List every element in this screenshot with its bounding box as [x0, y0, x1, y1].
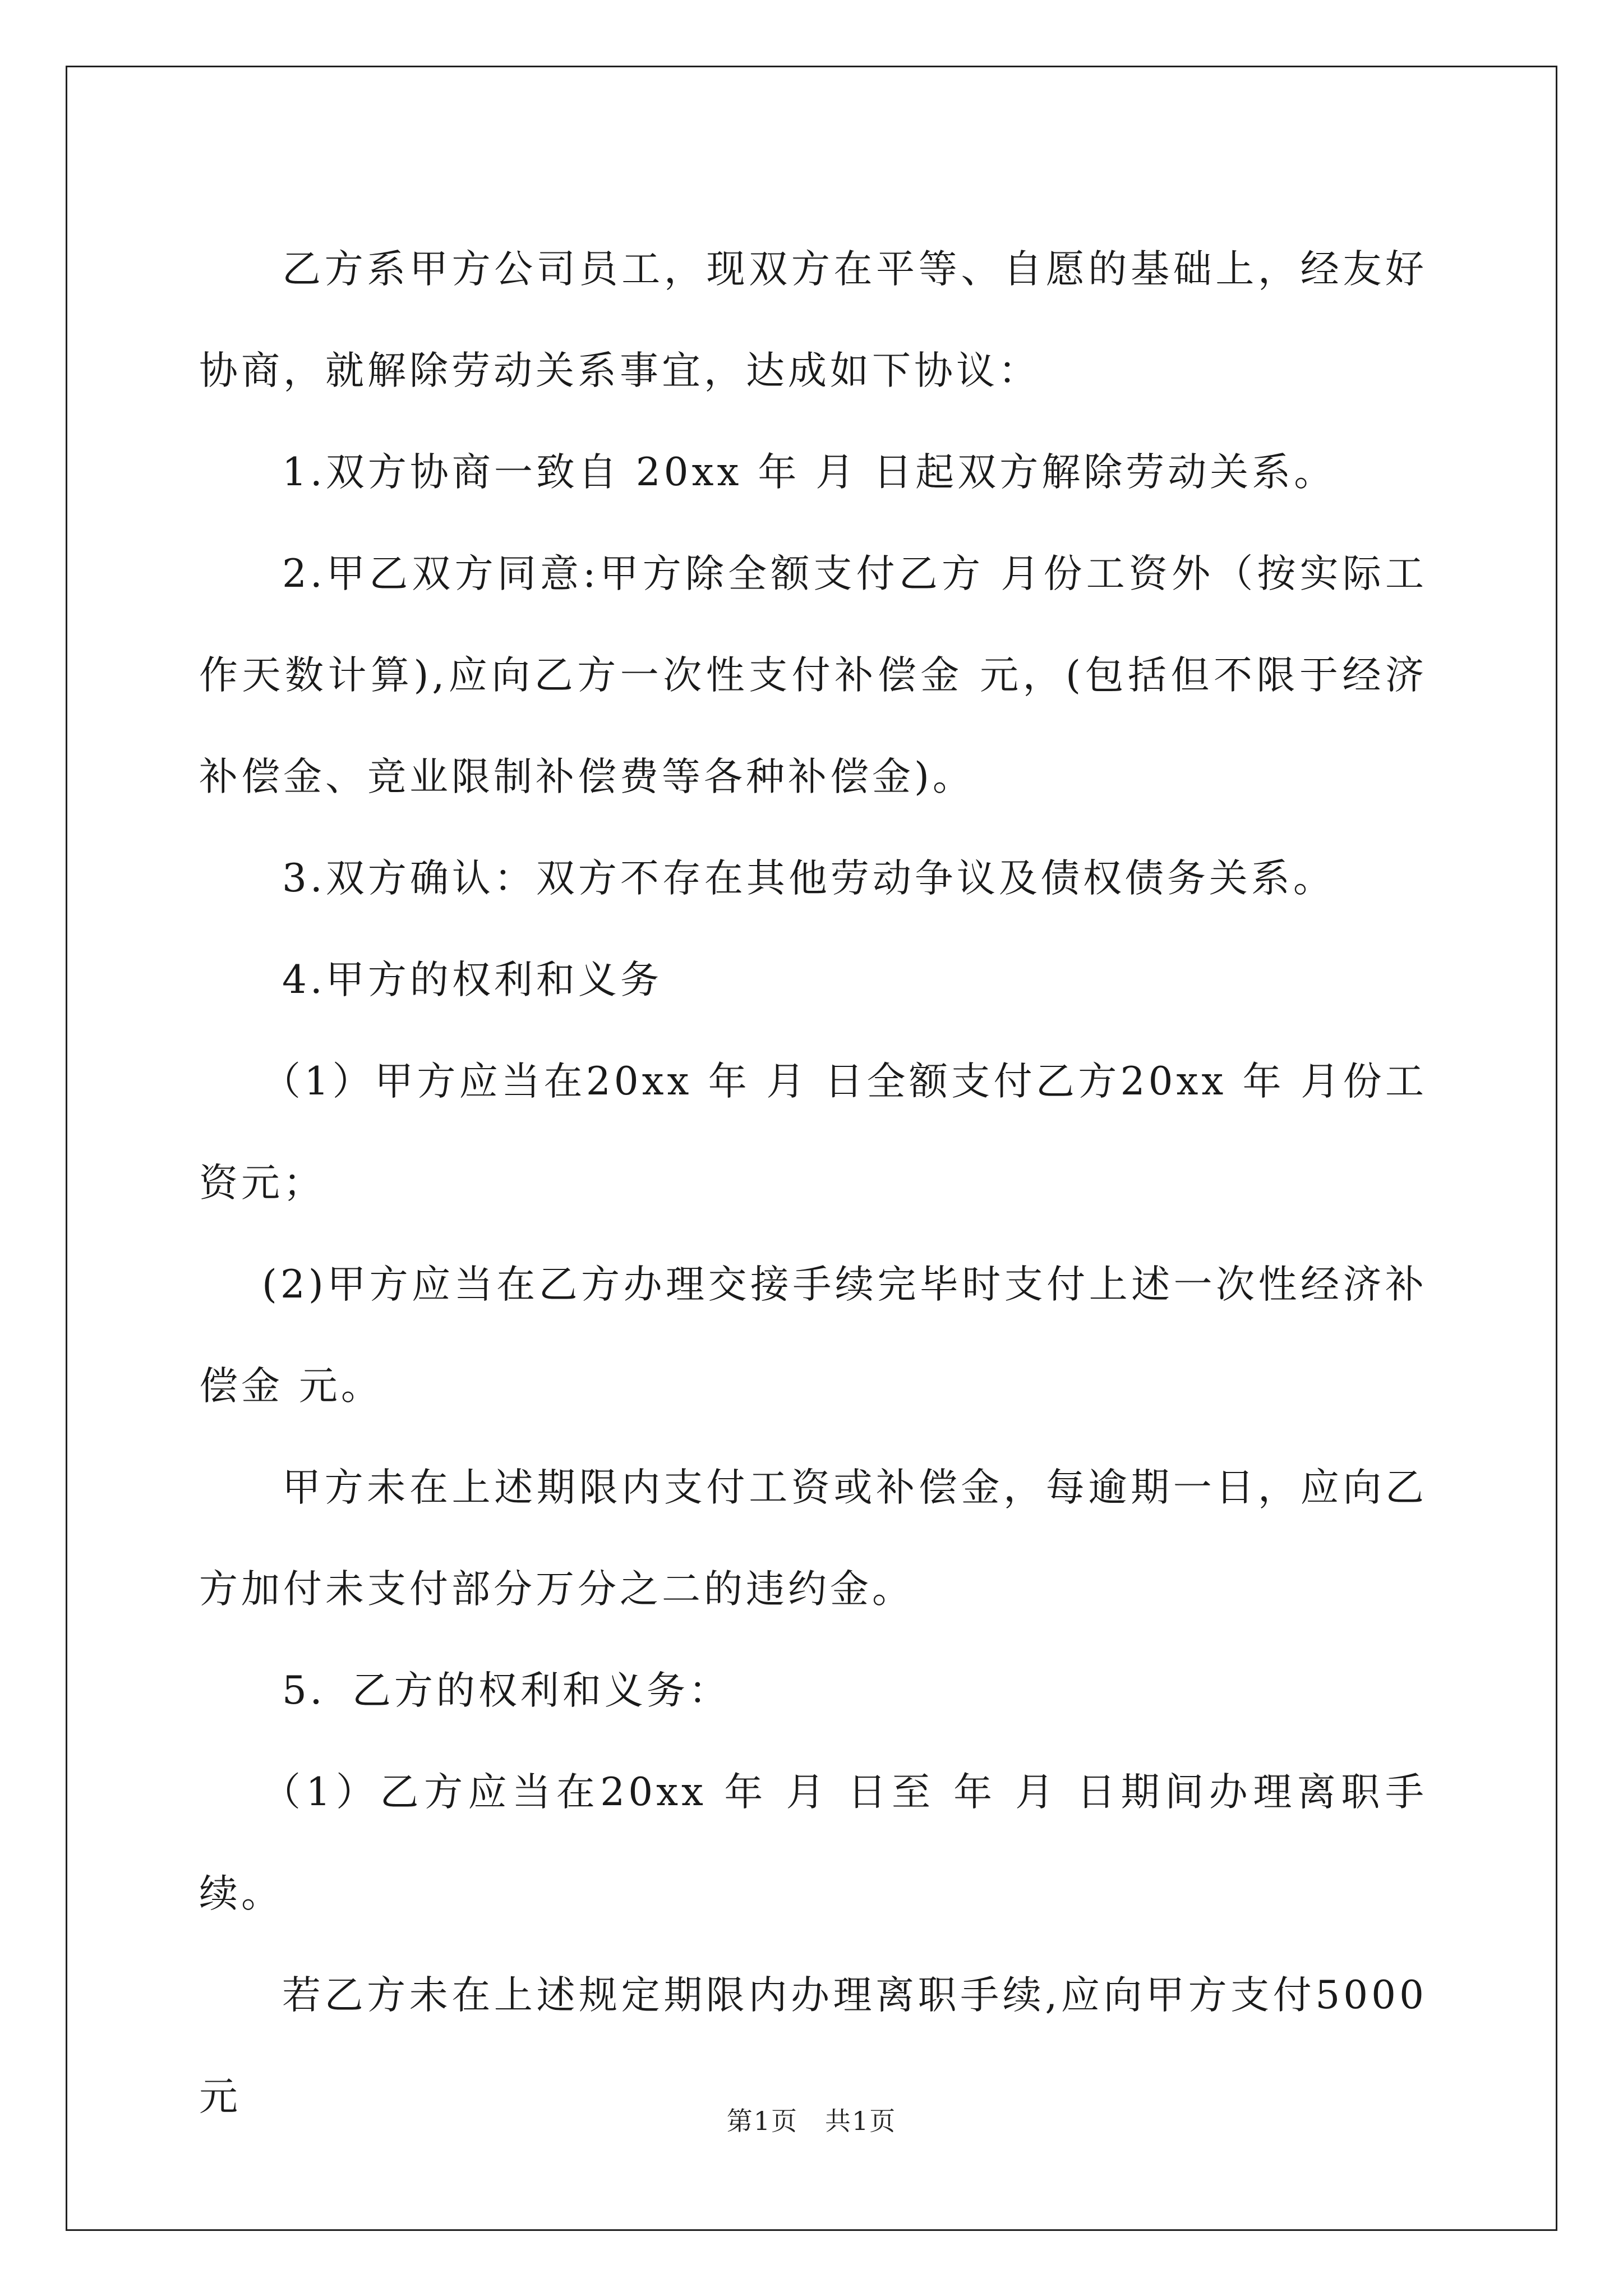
- clause-4-penalty: 甲方未在上述期限内支付工资或补偿金，每逾期一日，应向乙方加付未支付部分万分之二的违约金。: [199, 1465, 1427, 1612]
- document-body: [199, 219, 1427, 2148]
- intro-paragraph: 乙方系甲方公司员工，现双方在平等、自愿的基础上，经友好协商，就解除劳动关系事宜，达成如下协议：: [199, 247, 1427, 393]
- page-number-footer: 第1页 共1页: [726, 2106, 897, 2136]
- clause-5-item-1: （1）乙方应当在20xx 年 月 日至 年 月 日期间办理离职手续。: [199, 1770, 1427, 1916]
- clause-5-penalty: 若乙方未在上述规定期限内办理离职手续,应向甲方支付5000 元: [199, 1973, 1427, 2119]
- clause-2: 2.甲乙双方同意:甲方除全额支付乙方 月份工资外（按实际工作天数计算),应向乙方一次性支付补偿金 元，(包括但不限于经济补偿金、竞业限制补偿费等各种补偿金)。: [199, 551, 1427, 799]
- clause-4-item-2: (2)甲方应当在乙方办理交接手续完毕时支付上述一次性经济补偿金 元。: [199, 1262, 1427, 1409]
- clause-4-item-1: （1）甲方应当在20xx 年 月 日全额支付乙方20xx 年 月份工资元；: [199, 1059, 1427, 1205]
- clause-5-heading: 5．乙方的权利和义务：: [282, 1668, 731, 1713]
- clause-1: 1.双方协商一致自 20xx 年 月 日起双方解除劳动关系。: [282, 450, 1336, 495]
- clause-4-heading: 4.甲方的权利和义务: [282, 958, 662, 1002]
- clause-3: 3.双方确认：双方不存在其他劳动争议及债权债务关系。: [282, 856, 1335, 901]
